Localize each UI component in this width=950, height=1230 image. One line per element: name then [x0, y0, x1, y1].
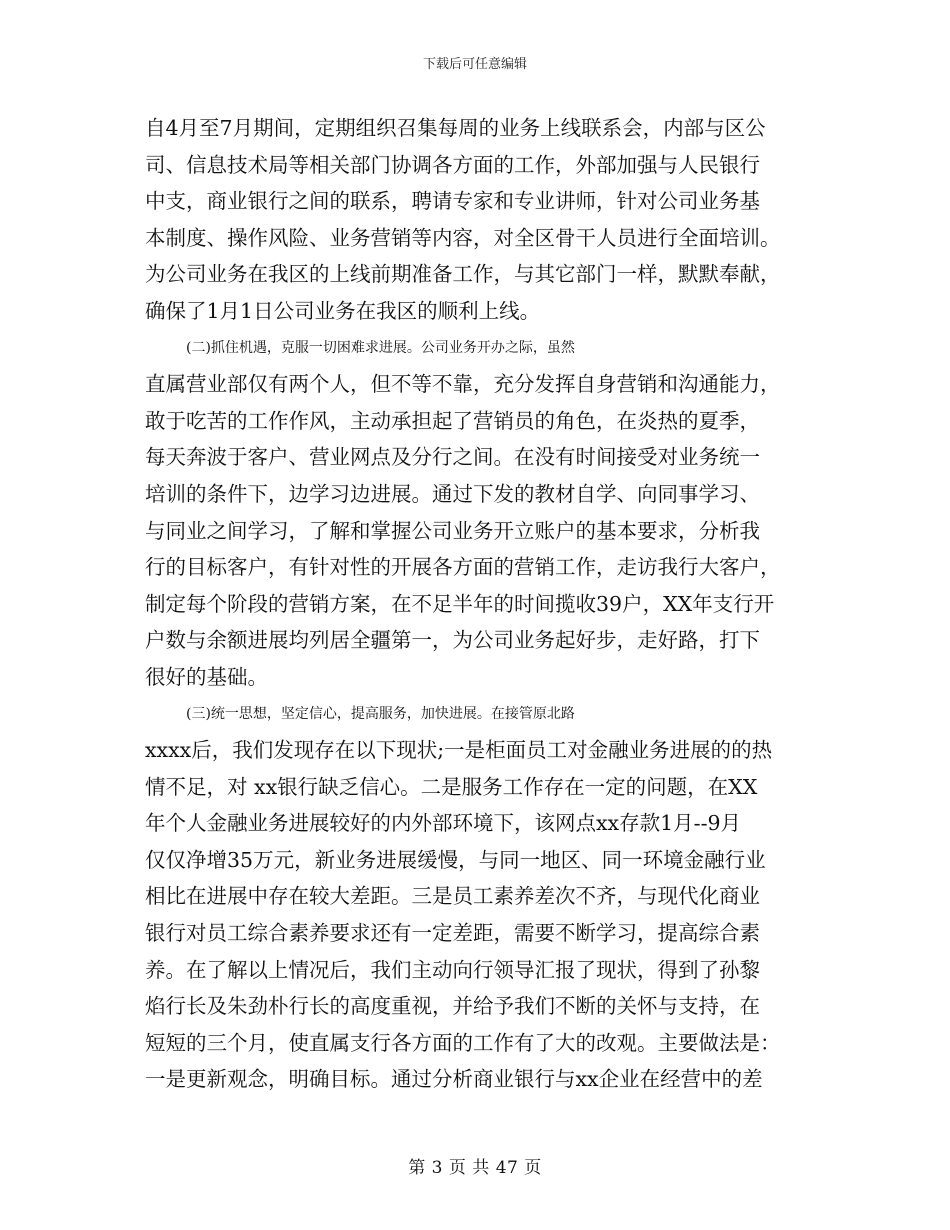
text-line: 本制度、操作风险、业务营销等内容，对全区骨干人员进行全面培训。 — [145, 225, 781, 250]
text-line: 每天奔波于客户、营业网点及分行之间。在没有时间接受对业务统一 — [145, 445, 760, 470]
text-line: 自4月至7月期间，定期组织召集每周的业务上线联系会，内部与区公 — [145, 116, 766, 140]
text-line: 一是更新观念，明确目标。通过分析商业银行与xx企业在经营中的差 — [145, 1067, 763, 1092]
text-line: 户数与余额进展均列居全疆第一，为公司业务起好步，走好路，打下 — [145, 628, 760, 653]
text-line: 养。在了解以上情况后，我们主动向行领导汇报了现状，得到了孙黎 — [145, 957, 760, 982]
text-line: 与同业之间学习，了解和掌握公司业务开立账户的基本要求，分析我 — [145, 518, 760, 543]
text-line: 制定每个阶段的营销方案，在不足半年的时间揽收39户，XX年支行开 — [145, 591, 775, 616]
text-line: 行的目标客户，有针对性的开展各方面的营销工作，走访我行大客户， — [145, 555, 781, 580]
page-header: 下载后可任意编辑 — [422, 57, 527, 72]
text-line: 确保了1月1日公司业务在我区的顺利上线。 — [145, 298, 541, 323]
page-footer: 第 3 页 共 47 页 — [408, 1158, 542, 1178]
text-line: 仅仅净增35万元，新业务进展缓慢，与同一地区、同一环境金融行业 — [145, 847, 766, 872]
text-line: 敢于吃苦的工作作风，主动承担起了营销员的角色，在炎热的夏季， — [145, 408, 760, 433]
text-line: 中支，商业银行之间的联系，聘请专家和专业讲师，针对公司业务基 — [145, 189, 760, 214]
text-line: (二)抓住机遇，克服一切困难求进展。公司业务开办之际，虽然 — [186, 339, 575, 356]
text-line: 司、信息技术局等相关部门协调各方面的工作，外部加强与人民银行 — [145, 152, 760, 177]
text-line: 为公司业务在我区的上线前期准备工作，与其它部门一样，默默奉献， — [145, 262, 781, 287]
text-line: 培训的条件下，边学习边进展。通过下发的教材自学、向同事学习、 — [145, 481, 760, 506]
text-line: 直属营业部仅有两个人，但不等不靠，充分发挥自身营销和沟通能力， — [145, 372, 781, 397]
text-line: 短短的三个月，使直属支行各方面的工作有了大的改观。主要做法是： — [145, 1030, 781, 1055]
text-line: 情不足，对 xx银行缺乏信心。二是服务工作存在一定的问题，在XX — [145, 774, 758, 799]
text-line: 焰行长及朱劲朴行长的高度重视，并给予我们不断的关怀与支持，在 — [145, 994, 760, 1019]
text-line: 相比在进展中存在较大差距。三是员工素养差次不齐，与现代化商业 — [145, 884, 760, 909]
text-line: 年个人金融业务进展较好的内外部环境下，该网点xx存款1月--9月 — [145, 811, 742, 836]
document-body — [145, 110, 809, 1098]
text-line: 银行对员工综合素养要求还有一定差距，需要不断学习，提高综合素 — [145, 921, 760, 946]
text-line: 很好的基础。 — [145, 664, 268, 689]
text-line: xxxx后，我们发现存在以下现状;一是柜面员工对金融业务进展的的热 — [145, 738, 773, 763]
text-line: (三)统一思想，坚定信心，提高服务，加快进展。在接管原北路 — [186, 705, 575, 722]
